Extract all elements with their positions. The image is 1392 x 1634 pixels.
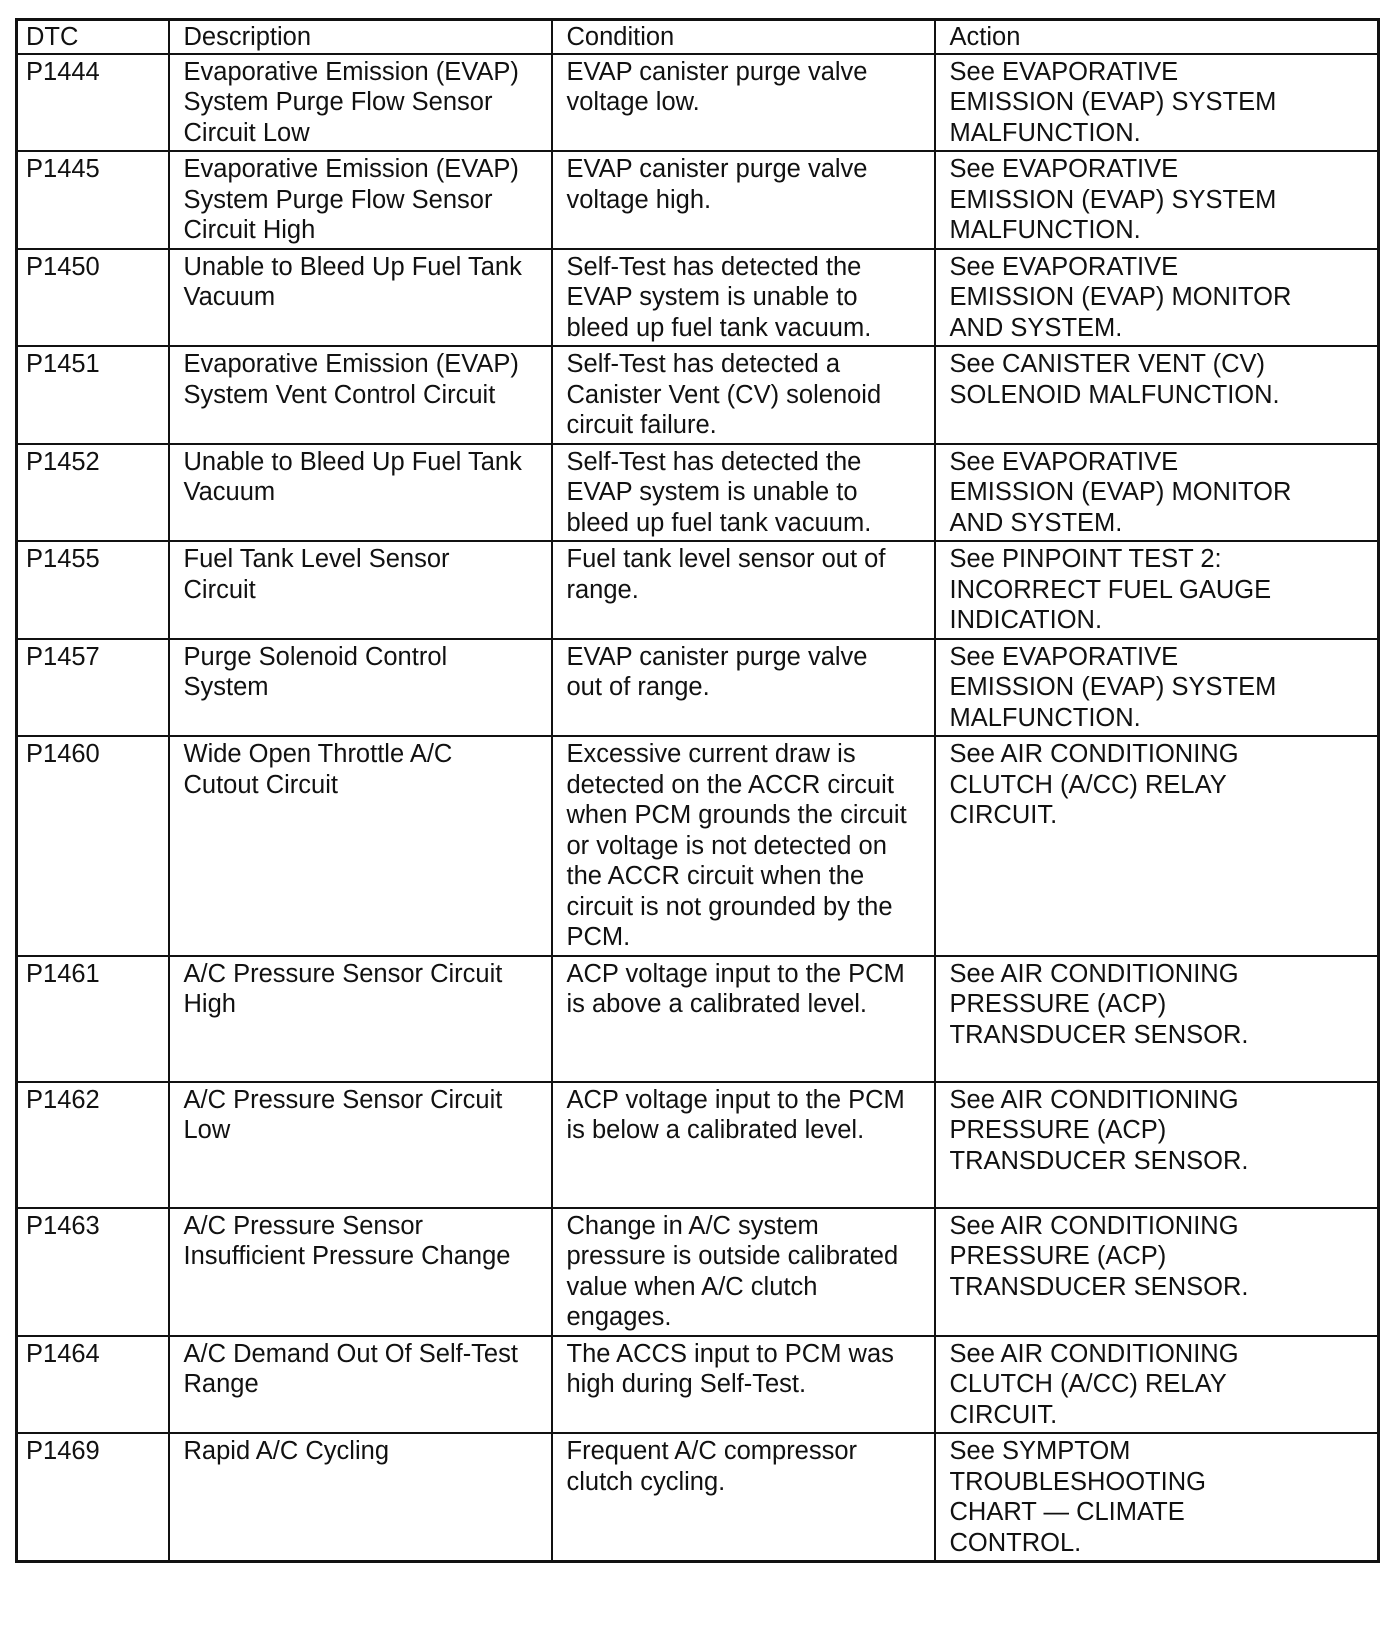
action-cell-text: See EVAPORATIVE EMISSION (EVAP) SYSTEM MALFUNCTION. [949,155,1277,244]
description-cell [169,1336,552,1434]
description-cell-text: Fuel Tank Level Sensor Circuit [183,545,450,604]
header-condition: Condition [552,20,935,54]
dtc-code-cell-text: P1445 [26,155,100,183]
header-action: Action [935,20,1379,54]
action-cell [935,956,1379,1082]
dtc-code-cell [17,1433,169,1562]
action-cell-text: See EVAPORATIVE EMISSION (EVAP) SYSTEM MALFUNCTION. [949,57,1277,147]
description-cell [169,1208,552,1336]
dtc-code-cell-text: P1460 [26,740,100,768]
dtc-code-cell-text: P1450 [26,252,100,281]
dtc-code-cell-text: P1452 [26,447,100,476]
dtc-code-cell-text: P1461 [26,959,100,988]
condition-cell [552,1336,935,1434]
action-cell-text: See CANISTER VENT (CV) SOLENOID MALFUNCTION. [949,350,1280,409]
description-cell-text: A/C Pressure Sensor Insufficient Pressure Change [183,1211,511,1270]
description-cell-text: Unable to Bleed Up Fuel Tank Vacuum [183,447,522,506]
condition-cell-text: EVAP canister purge valve voltage high. [566,155,868,214]
action-cell-text: See AIR CONDITIONING PRESSURE (ACP) TRANSDUCER SENSOR. [949,1211,1249,1301]
table-header-row [17,20,1379,54]
condition-cell [552,1208,935,1336]
table-row [17,346,1379,444]
action-cell-text: See SYMPTOM TROUBLESHOOTING CHART — CLIMATE CONTROL. [949,1437,1206,1557]
condition-cell-text: EVAP canister purge valve out of range. [566,642,868,701]
table-row [17,249,1379,347]
table-row [17,736,1379,956]
table-row [17,1336,1379,1434]
condition-cell [552,444,935,542]
condition-cell [552,639,935,737]
condition-cell-text: Change in A/C system pressure is outside calibrated value when A/C clutch engages. [566,1211,899,1331]
description-cell-text: Evaporative Emission (EVAP) System Purge Flow Sensor Circuit High [183,155,519,244]
description-cell-text: A/C Pressure Sensor Circuit Low [183,1085,503,1144]
description-cell [169,736,552,956]
table-body [17,54,1379,1562]
description-cell [169,444,552,542]
condition-cell [552,151,935,249]
description-cell [169,54,552,152]
table-row [17,541,1379,639]
condition-cell [552,736,935,956]
condition-cell-text: Frequent A/C compressor clutch cycling. [566,1437,858,1496]
condition-cell-text: Self-Test has detected the EVAP system is unable to bleed up fuel tank vacuum. [566,447,872,537]
table-row [17,956,1379,1082]
dtc-code-cell-text: P1444 [26,57,100,86]
description-cell-text: A/C Demand Out Of Self-Test Range [183,1339,518,1398]
dtc-code-cell-text: P1457 [26,642,100,671]
table-row [17,639,1379,737]
dtc-code-cell-text: P1464 [26,1339,100,1368]
header-dtc: DTC [17,20,169,54]
condition-cell-text: The ACCS input to PCM was high during Self-Test. [566,1339,894,1398]
description-cell [169,249,552,347]
condition-cell [552,956,935,1082]
dtc-code-cell [17,54,169,152]
dtc-code-cell [17,736,169,956]
condition-cell [552,1433,935,1562]
description-cell [169,541,552,639]
dtc-code-cell-text: P1451 [26,350,100,378]
description-cell-text: Purge Solenoid Control System [183,642,448,701]
action-cell [935,736,1379,956]
action-cell [935,151,1379,249]
dtc-code-cell [17,1336,169,1434]
description-cell [169,1433,552,1562]
condition-cell-text: ACP voltage input to the PCM is above a calibrated level. [566,959,905,1018]
action-cell [935,1082,1379,1208]
action-cell-text: See AIR CONDITIONING PRESSURE (ACP) TRANSDUCER SENSOR. [949,1085,1249,1175]
dtc-table [15,18,1380,1563]
condition-cell-text: Self-Test has detected a Canister Vent (CV) solenoid circuit failure. [566,350,882,439]
dtc-code-cell [17,249,169,347]
action-cell-text: See AIR CONDITIONING CLUTCH (A/CC) RELAY CIRCUIT. [949,1339,1239,1429]
action-cell-text: See EVAPORATIVE EMISSION (EVAP) MONITOR AND SYSTEM. [949,447,1292,537]
description-cell [169,1082,552,1208]
condition-cell-text: Excessive current draw is detected on the ACCR circuit when PCM grounds the circuit or voltage is not detected on the ACCR circuit when the circuit is not grounded by the PCM. [566,740,907,951]
dtc-code-cell [17,541,169,639]
dtc-code-cell-text: P1455 [26,545,100,573]
description-cell [169,956,552,1082]
condition-cell [552,54,935,152]
action-cell [935,346,1379,444]
action-cell [935,1433,1379,1562]
condition-cell-text: Fuel tank level sensor out of range. [566,545,886,604]
dtc-code-cell [17,444,169,542]
description-cell-text: Evaporative Emission (EVAP) System Purge Flow Sensor Circuit Low [183,57,519,147]
dtc-code-cell [17,956,169,1082]
description-cell [169,639,552,737]
action-cell-text: See AIR CONDITIONING CLUTCH (A/CC) RELAY CIRCUIT. [949,740,1239,829]
description-cell [169,151,552,249]
table-row [17,444,1379,542]
description-cell-text: Rapid A/C Cycling [183,1437,390,1465]
dtc-code-cell-text: P1463 [26,1211,100,1240]
table-row [17,1208,1379,1336]
description-cell-text: A/C Pressure Sensor Circuit High [183,959,503,1018]
action-cell [935,1208,1379,1336]
dtc-code-cell [17,1082,169,1208]
action-cell [935,54,1379,152]
description-cell-text: Evaporative Emission (EVAP) System Vent Control Circuit [183,350,519,409]
dtc-code-cell [17,1208,169,1336]
header-description: Description [169,20,552,54]
condition-cell [552,346,935,444]
action-cell [935,1336,1379,1434]
action-cell-text: See EVAPORATIVE EMISSION (EVAP) SYSTEM MALFUNCTION. [949,642,1277,732]
dtc-code-cell [17,346,169,444]
action-cell [935,639,1379,737]
action-cell [935,541,1379,639]
condition-cell [552,249,935,347]
action-cell-text: See AIR CONDITIONING PRESSURE (ACP) TRANSDUCER SENSOR. [949,959,1249,1049]
table-row [17,151,1379,249]
table-row [17,54,1379,152]
action-cell-text: See PINPOINT TEST 2: INCORRECT FUEL GAUGE INDICATION. [949,545,1272,634]
action-cell-text: See EVAPORATIVE EMISSION (EVAP) MONITOR AND SYSTEM. [949,252,1292,342]
condition-cell [552,541,935,639]
condition-cell-text: Self-Test has detected the EVAP system is unable to bleed up fuel tank vacuum. [566,252,872,342]
dtc-code-cell-text: P1469 [26,1437,100,1465]
condition-cell-text: EVAP canister purge valve voltage low. [566,57,868,116]
description-cell [169,346,552,444]
action-cell [935,249,1379,347]
dtc-code-cell [17,639,169,737]
description-cell-text: Unable to Bleed Up Fuel Tank Vacuum [183,252,522,311]
condition-cell-text: ACP voltage input to the PCM is below a calibrated level. [566,1085,905,1144]
description-cell-text: Wide Open Throttle A/C Cutout Circuit [183,740,453,799]
action-cell [935,444,1379,542]
table-row [17,1433,1379,1562]
dtc-code-cell [17,151,169,249]
condition-cell [552,1082,935,1208]
table-row [17,1082,1379,1208]
dtc-code-cell-text: P1462 [26,1085,100,1114]
